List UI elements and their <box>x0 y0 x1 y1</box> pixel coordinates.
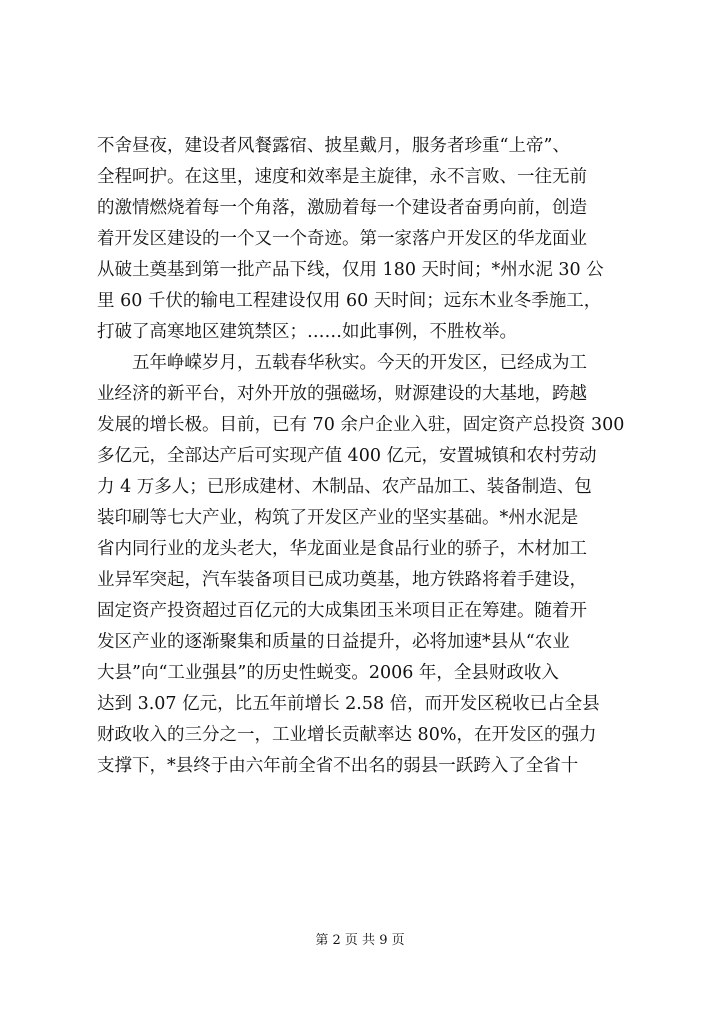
text-line: 不舍昼夜，建设者风餐露宿、披星戴月，服务者珍重“上帝”、 <box>97 136 570 156</box>
text-line: 的激情燃烧着每一个角落，激励着每一个建设者奋勇向前，创造 <box>97 198 587 218</box>
text-line: 多亿元，全部达产后可实现产值 400 亿元，安置城镇和农村劳动 <box>97 446 597 466</box>
text-line: 支撑下，*县终于由六年前全省不出名的弱县一跃跨入了全省十 <box>97 756 579 776</box>
text-line: 达到 3.07 亿元，比五年前增长 2.58 倍，而开发区税收已占全县 <box>97 694 600 714</box>
text-line: 打破了高寒地区建筑禁区；……如此事例，不胜枚举。 <box>97 322 517 342</box>
text-line: 力 4 万多人；已形成建材、木制品、农产品加工、装备制造、包 <box>97 477 592 497</box>
text-line: 发展的增长极。目前，已有 70 余户企业入驻，固定资产总投资 300 <box>97 415 625 435</box>
text-line: 发区产业的逐渐聚集和质量的日益提升，必将加速*县从“农业 <box>97 632 570 652</box>
text-line: 业经济的新平台，对外开放的强磁场，财源建设的大基地，跨越 <box>97 384 587 404</box>
text-line: 里 60 千伏的输电工程建设仅用 60 天时间；远东木业冬季施工， <box>97 291 602 311</box>
text-line: 着开发区建设的一个又一个奇迹。第一家落户开发区的华龙面业 <box>97 229 587 249</box>
text-line: 装印刷等七大产业，构筑了开发区产业的坚实基础。*州水泥是 <box>97 508 579 528</box>
text-line: 业异军突起，汽车装备项目已成功奠基，地方铁路将着手建设， <box>97 570 587 590</box>
text-line: 固定资产投资超过百亿元的大成集团玉米项目正在筹建。随着开 <box>97 601 587 621</box>
text-line: 省内同行业的龙头老大，华龙面业是食品行业的骄子，木材加工 <box>97 539 587 559</box>
text-line: 从破土奠基到第一批产品下线，仅用 180 天时间；*州水泥 30 公 <box>97 260 604 280</box>
page-number-footer: 第 2 页 共 9 页 <box>315 933 405 948</box>
paragraph-start-line: 五年峥嵘岁月，五载春华秋实。今天的开发区，已经成为工 <box>132 353 587 373</box>
body-text <box>97 131 637 782</box>
text-line: 全程呵护。在这里，速度和效率是主旋律，永不言败、一往无前 <box>97 167 587 187</box>
text-line: 大县”向“工业强县”的历史性蜕变。2006 年，全县财政收入 <box>97 663 559 683</box>
text-line: 财政收入的三分之一，工业增长贡献率达 80%，在开发区的强力 <box>97 725 597 745</box>
